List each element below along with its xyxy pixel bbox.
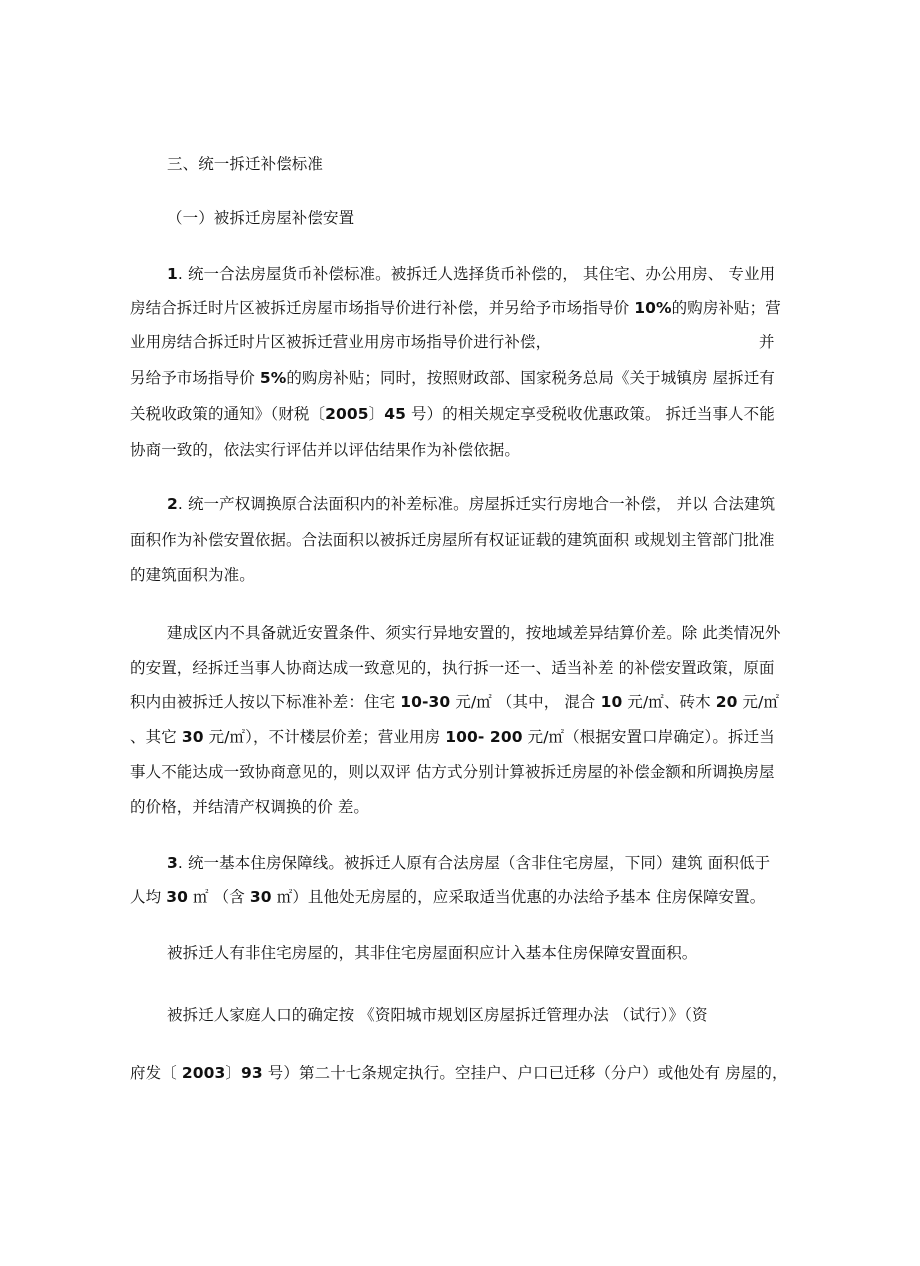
paragraph-line: 事人不能达成一致协商意见的，则以双评 估方式分别计算被拆迁房屋的补偿金额和所调换房屋 [130, 763, 775, 781]
paragraph-line: 、其它 30 元/㎡），不计楼层价差；营业用房 100- 200 元/㎡（根据安置口岸确定）。拆迁当 [130, 728, 775, 746]
paragraph-line: 积内由被拆迁人按以下标准补差：住宅 10-30 元/㎡ （其中， 混合 10 元/㎡、砖木 20 元/㎡ [130, 693, 780, 711]
paragraph-line: 1. 统一合法房屋货币补偿标准。被拆迁人选择货币补偿的， 其住宅、办公用房、 专业用 [167, 265, 776, 283]
paragraph-line: 府发〔 2003〕93 号）第二十七条规定执行。空挂户、户口已迁移（分户）或他处有 房屋的， [130, 1064, 788, 1082]
paragraph-line: 的建筑面积为准。 [130, 566, 255, 584]
paragraph-line-end: 并 [759, 333, 775, 351]
paragraph-line: 人均 30 ㎡ （含 30 ㎡）且他处无房屋的，应采取适当优惠的办法给予基本 住房保障安置。 [130, 888, 766, 906]
paragraph-line: 协商一致的，依法实行评估并以评估结果作为补偿依据。 [130, 441, 521, 459]
paragraph-line: 面积作为补偿安置依据。合法面积以被拆迁房屋所有权证证载的建筑面积 或规划主管部门批准 [130, 531, 775, 549]
paragraph-line: 业用房结合拆迁时片区被拆迁营业用房市场指导价进行补偿， [130, 333, 552, 351]
section-heading: 三、统一拆迁补偿标准 [167, 155, 324, 173]
paragraph-line: 关税收政策的通知》（财税〔2005〕45 号）的相关规定享受税收优惠政策。 拆迁当事人不能 [130, 405, 775, 423]
paragraph-line: 3. 统一基本住房保障线。被拆迁人原有合法房屋（含非住宅房屋，下同）建筑 面积低于 [167, 854, 771, 872]
paragraph-line: 被拆迁人家庭人口的确定按 《资阳城市规划区房屋拆迁管理办法 （试行）》（资 [167, 1006, 708, 1024]
paragraph-line: 的价格，并结清产权调换的价 差。 [130, 798, 370, 816]
paragraph-line: 另给予市场指导价 5%的购房补贴；同时，按照财政部、国家税务总局《关于城镇房 屋拆迁有 [130, 369, 775, 387]
paragraph-line: 被拆迁人有非住宅房屋的，其非住宅房屋面积应计入基本住房保障安置面积。 [167, 944, 698, 962]
paragraph-line: 2. 统一产权调换原合法面积内的补差标准。房屋拆迁实行房地合一补偿， 并以 合法建筑 [167, 495, 776, 513]
subsection-heading: （一）被拆迁房屋补偿安置 [167, 209, 355, 227]
paragraph-line: 房结合拆迁时片区被拆迁房屋市场指导价进行补偿，并另给予市场指导价 10%的购房补贴；营 [130, 299, 781, 317]
paragraph-line: 建成区内不具备就近安置条件、须实行异地安置的，按地域差异结算价差。除 此类情况外 [167, 624, 781, 642]
paragraph-line: 的安置，经拆迁当事人协商达成一致意见的，执行拆一还一、适当补差 的补偿安置政策，原面 [130, 659, 775, 677]
